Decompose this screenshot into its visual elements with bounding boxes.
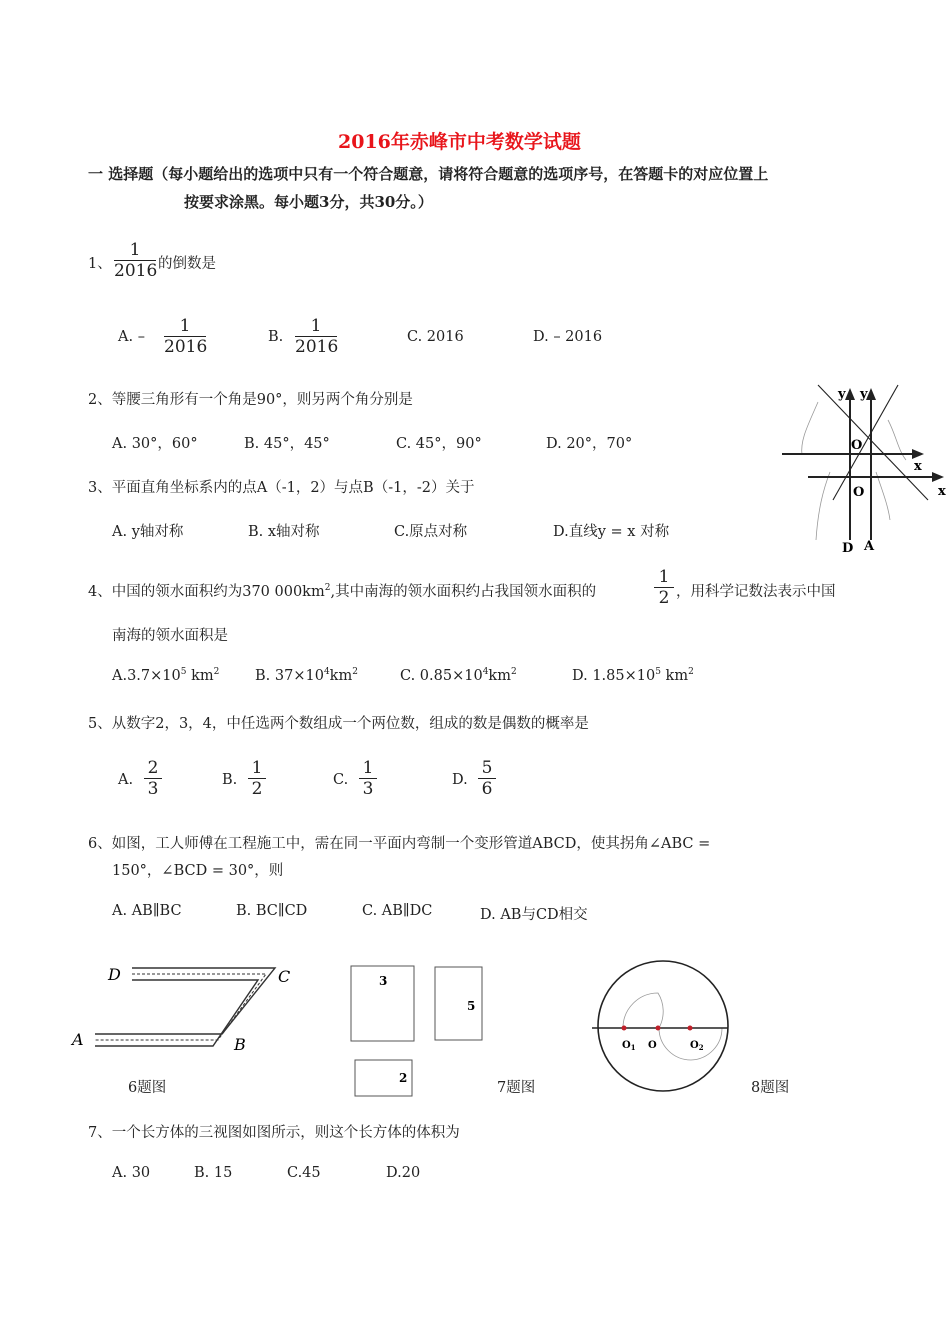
fig7-label-side: 5 (467, 999, 476, 1013)
q6-option-b: B. BC∥CD (236, 903, 308, 919)
q7-option-d: D.20 (386, 1165, 421, 1181)
q6-option-c: C. AB∥DC (362, 903, 433, 919)
q6-stem-line2: 150°，∠BCD = 30°，则 (112, 863, 284, 879)
q3-option-d: D.直线y = x 对称 (553, 524, 670, 540)
q4-b-unit-exp: 2 (352, 667, 358, 678)
fig7-three-views (348, 964, 488, 1100)
q4-c-pre: C. 0.85×10 (400, 668, 483, 684)
q5-option-a-fraction (144, 758, 162, 799)
q4-d-unit: km (660, 668, 689, 684)
q4-a-unit-exp: 2 (213, 667, 220, 678)
fig6-label-c: C (278, 967, 291, 986)
q1-option-b-fraction (295, 316, 337, 357)
axes-label-d: D (842, 541, 854, 556)
section-heading-line2: 按要求涂黑。每小题3分，共30分。） (184, 193, 433, 211)
axis-x1-arrow (912, 449, 924, 459)
q5-d-den: 6 (478, 778, 496, 799)
q1-option-c: C. 2016 (407, 329, 464, 345)
fig6-label-d: D (108, 965, 121, 984)
q4-c-exp: 4 (482, 667, 489, 678)
fig8-point-o (656, 1026, 661, 1031)
q1-frac-den: 2016 (114, 261, 158, 281)
q7-option-c: C.45 (287, 1165, 321, 1181)
q4-stem-line2: 南海的领水面积是 (112, 628, 228, 644)
q7-stem: 7、一个长方体的三视图如图所示，则这个长方体的体积为 (88, 1125, 460, 1141)
axes-figure (778, 380, 950, 558)
q7-option-b: B. 15 (194, 1165, 233, 1181)
q5-d-num: 5 (481, 758, 493, 778)
q4-d-unit-exp: 2 (688, 667, 694, 678)
q4-c-unit: km (488, 668, 511, 684)
q5-option-b-label: B. (222, 772, 238, 788)
q4-d-pre: D. 1.85×10 (572, 668, 656, 684)
q4-stem-pre: 4、中国的领水面积约为370 000km (88, 584, 325, 600)
axes-diagonal-1 (818, 385, 928, 500)
q5-stem: 5、从数字2，3，4，中任选两个数组成一个两位数，组成的数是偶数的概率是 (88, 716, 589, 732)
q4-d-exp: 5 (655, 667, 661, 678)
fig6-label-a: A (72, 1030, 84, 1049)
fig8-left-arc (623, 993, 663, 1028)
axes-label-y1: y (838, 387, 846, 402)
fig6-pipe-outer (95, 968, 275, 1034)
q5-c-num: 1 (362, 758, 374, 778)
q7-option-a: A. 30 (112, 1165, 151, 1181)
q5-option-d-label: D. (452, 772, 468, 788)
q5-option-c-label: C. (333, 772, 349, 788)
fig7-label-top: 2 (399, 1071, 408, 1085)
fig6-label-b: B (234, 1035, 246, 1054)
q1-option-b-label: B. (268, 329, 284, 345)
q2-option-c: C. 45°，90° (396, 436, 482, 452)
section-heading-line1: 一 选择题（每小题给出的选项中只有一个符合题意，请将符合题意的选项序号，在答题卡的对应位置上 (88, 165, 769, 183)
q1-option-b-den: 2016 (295, 337, 339, 357)
q4-b-unit: km (329, 668, 353, 684)
fig7-caption: 7题图 (497, 1080, 536, 1096)
q4-stem-sup: 2 (324, 583, 331, 594)
q5-option-c-fraction (359, 758, 377, 799)
fig8-big-circle (598, 961, 728, 1091)
fig8-label-o2-sub: 2 (698, 1043, 704, 1052)
q6-stem-line1: 6、如图，工人师傅在工程施工中，需在同一平面内弯制一个变形管道ABCD，使其拐角∠ABC = (88, 836, 711, 852)
q1-stem-tail: 的倒数是 (158, 256, 216, 272)
q1-option-a-fraction (164, 316, 206, 357)
q6-option-a: A. AB∥BC (112, 903, 182, 919)
axes-label-y2: y (860, 387, 868, 402)
axes-curve-2 (816, 472, 830, 540)
fig8-label-o1-main: O (622, 1040, 631, 1051)
q4-option-b (255, 668, 358, 684)
q3-stem: 3、平面直角坐标系内的点A（-1，2）与点B（-1，-2）关于 (88, 480, 475, 496)
q4-stem-fraction (654, 567, 674, 608)
axes-curve-4 (876, 472, 890, 520)
fig7-label-front: 3 (379, 974, 388, 988)
fig6-pipe-diagram (70, 960, 310, 1060)
fig8-caption: 8题图 (751, 1080, 790, 1096)
fig8-point-o2 (688, 1026, 693, 1031)
fig6-caption: 6题图 (128, 1080, 167, 1096)
axes-label-o1: O (851, 438, 863, 453)
fig8-label-o1 (622, 1040, 636, 1052)
q1-stem-fraction (114, 240, 156, 281)
fig8-label-o: O (648, 1040, 657, 1051)
q4-stem-line1 (88, 580, 596, 601)
q4-option-c (400, 668, 517, 684)
axes-curve-1 (802, 402, 818, 455)
page-title: 2016年赤峰市中考数学试题 (338, 131, 581, 153)
q4-a-exp: 5 (180, 667, 187, 678)
axes-label-a: A (864, 539, 875, 554)
q3-option-c: C.原点对称 (394, 524, 468, 540)
q4-frac-num: 1 (658, 567, 670, 587)
q1-option-a-num: 1 (179, 316, 191, 336)
axes-label-o2: O (853, 485, 865, 500)
q1-option-d: D. – 2016 (533, 329, 603, 345)
q2-stem: 2、等腰三角形有一个角是90°，则另两个角分别是 (88, 392, 413, 408)
fig8-point-o1 (622, 1026, 627, 1031)
q4-c-unit-exp: 2 (510, 667, 517, 678)
q5-b-den: 2 (248, 778, 266, 799)
q4-a-unit: km (186, 668, 214, 684)
q4-b-pre: B. 37×10 (255, 668, 324, 684)
axis-y1-arrow (845, 388, 855, 400)
q2-option-d: D. 20°，70° (546, 436, 633, 452)
q5-a-num: 2 (147, 758, 159, 778)
axes-diagonal-2 (833, 385, 898, 500)
fig8-label-o2-main: O (690, 1040, 699, 1051)
q6-option-d: D. AB与CD相交 (480, 907, 588, 923)
q1-frac-num: 1 (129, 240, 141, 260)
q1-option-a-den: 2016 (164, 337, 208, 357)
q4-frac-den: 2 (654, 587, 674, 608)
q5-option-a-label: A. (118, 772, 134, 788)
axis-x2-arrow (932, 472, 944, 482)
q1-option-b-num: 1 (310, 316, 322, 336)
q2-option-b: B. 45°，45° (244, 436, 330, 452)
q1-option-a-label: A. – (118, 329, 145, 345)
axes-label-x1: x (914, 459, 922, 474)
fig8-circle-diagram (588, 960, 738, 1094)
q3-option-b: B. x轴对称 (248, 524, 320, 540)
q4-stem-post: ，用科学记数法表示中国 (676, 584, 836, 600)
q1-number: 1、 (88, 256, 112, 272)
q5-option-b-fraction (248, 758, 266, 799)
q5-option-d-fraction (478, 758, 496, 799)
q4-a-pre: A.3.7×10 (112, 668, 181, 684)
q5-b-num: 1 (251, 758, 263, 778)
q4-stem-mid: ,其中南海的领水面积约占我国领水面积的 (330, 584, 597, 600)
q2-option-a: A. 30°，60° (112, 436, 198, 452)
q4-option-a (112, 668, 219, 684)
q5-a-den: 3 (144, 778, 162, 799)
q4-option-d (572, 668, 694, 684)
fig8-label-o1-sub: 1 (630, 1043, 636, 1052)
q3-option-a: A. y轴对称 (112, 524, 184, 540)
q5-c-den: 3 (359, 778, 377, 799)
axes-label-x2: x (938, 484, 946, 499)
q4-b-exp: 4 (323, 667, 330, 678)
fig8-label-o2 (690, 1040, 704, 1052)
